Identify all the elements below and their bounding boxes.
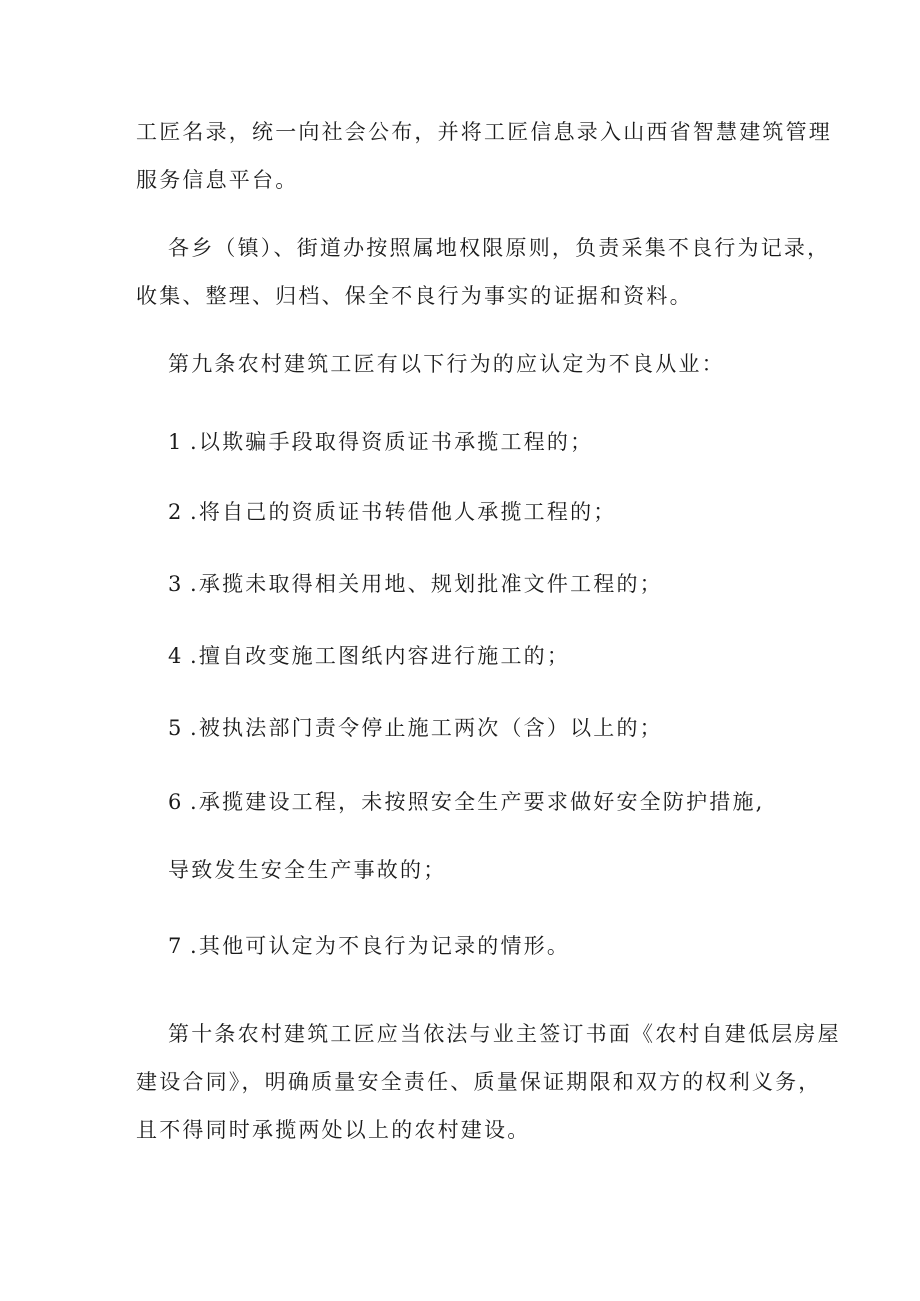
list-item-number: 2 — [168, 500, 184, 524]
list-item-text: .承揽建设工程，未按照安全生产要求做好安全防护措施, — [190, 790, 765, 814]
paragraph-line: 建设合同》，明确质量安全责任、质量保证期限和双方的权利义务， — [136, 1070, 822, 1094]
list-item — [168, 714, 663, 742]
list-item — [168, 570, 663, 598]
paragraph-line: 收集、整理、归档、保全不良行为事实的证据和资料。 — [136, 284, 693, 308]
paragraph-line: 工匠名录，统一向社会公布，并将工匠信息录入山西省智慧建筑管理 — [136, 120, 832, 144]
list-item-text: .其他可认定为不良行为记录的情形。 — [190, 934, 571, 958]
list-item-number: 4 — [168, 644, 184, 668]
list-item-number: 1 — [168, 430, 184, 454]
list-item-number: 6 — [168, 790, 184, 814]
list-item-text: .被执法部门责令停止施工两次（含）以上的； — [190, 716, 663, 740]
list-item — [168, 932, 570, 960]
list-item-continuation: 导致发生安全生产事故的； — [168, 858, 447, 882]
list-item-number: 5 — [168, 716, 184, 740]
paragraph-line: 各乡（镇）、街道办按照属地权限原则，负责采集不良行为记录， — [168, 236, 831, 260]
list-item-text: .将自己的资质证书转借他人承揽工程的； — [190, 500, 617, 524]
list-item — [168, 788, 765, 816]
list-item-text: .擅自改变施工图纸内容进行施工的； — [190, 644, 571, 668]
list-item-number: 3 — [168, 572, 184, 596]
list-item-text: .以欺骗手段取得资质证书承揽工程的； — [190, 430, 594, 454]
paragraph-line: 且不得同时承揽两处以上的农村建设。 — [136, 1118, 531, 1142]
article-9-intro: 第九条农村建筑工匠有以下行为的应认定为不良从业： — [168, 352, 725, 376]
list-item — [168, 498, 616, 526]
list-item-text: .承揽未取得相关用地、规划批准文件工程的； — [190, 572, 663, 596]
paragraph-line: 服务信息平台。 — [136, 168, 299, 192]
list-item-number: 7 — [168, 934, 184, 958]
list-item — [168, 428, 593, 456]
list-item — [168, 642, 570, 670]
paragraph-line: 第十条农村建筑工匠应当依法与业主签订书面《农村自建低层房屋 — [168, 1022, 841, 1046]
